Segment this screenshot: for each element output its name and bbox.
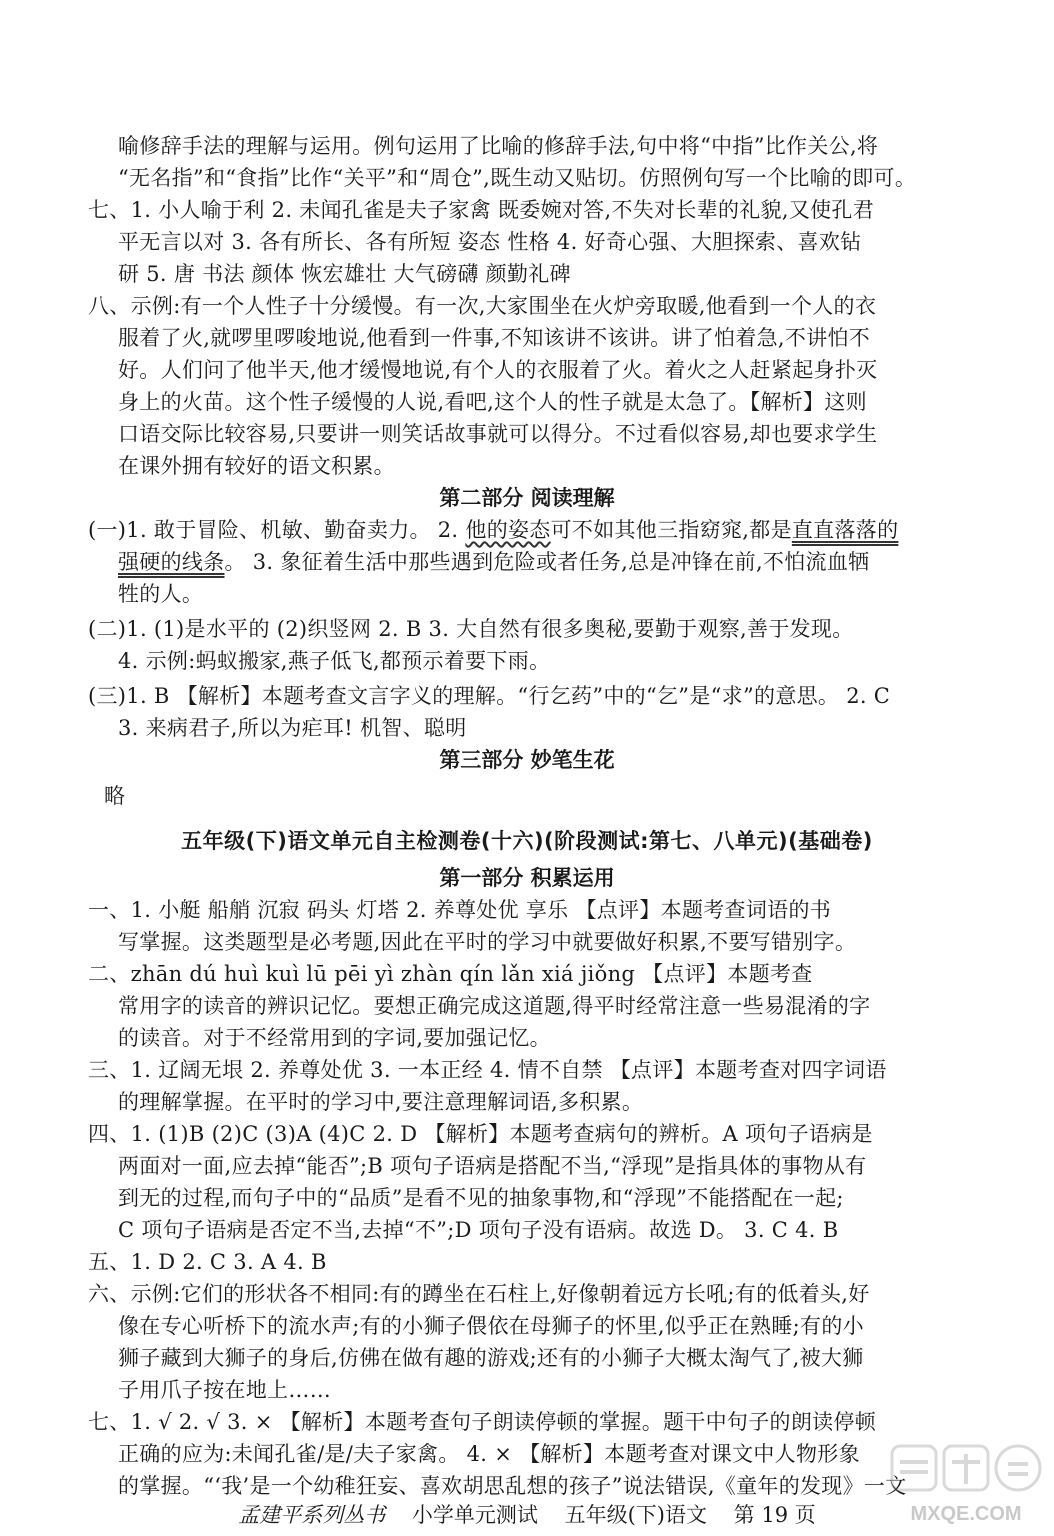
text-line: 3. 来病君子,所以为疟耳! 机智、聪明 xyxy=(118,716,467,740)
text-line: 两面对一面,应去掉“能否”;B 项句子语病是搭配不当,“浮现”是指具体的事物从有 xyxy=(118,1154,867,1178)
page-suffix: 页 xyxy=(788,1503,816,1527)
text-line: 的理解掌握。在平时的学习中,要注意理解词语,多积累。 xyxy=(118,1090,644,1114)
wavy-underlined-text: 他的姿态 xyxy=(465,518,551,542)
text-line: 口语交际比较容易,只要讲一则笑话故事就可以得分。不过看似容易,却也要求学生 xyxy=(118,422,878,446)
text-line: 写掌握。这类题型是必考题,因此在平时的学习中就要做好积累,不要写错别字。 xyxy=(118,930,857,954)
answer-item-7: 七、1. 小人喻于利 2. 未闻孔雀是夫子家禽 既委婉对答,不失对长辈的礼貌,又使孔君 xyxy=(88,198,875,222)
text-line: 服着了火,就啰里啰唆地说,他看到一件事,不知该讲不该讲。讲了怕着急,不讲怕不 xyxy=(118,326,871,350)
text-line: 狮子藏到大狮子的身后,仿佛在做有趣的游戏;还有的小狮子大概太淘气了,被大狮 xyxy=(118,1346,864,1370)
footer-series: 孟建平系列丛书 xyxy=(238,1503,386,1527)
footer-grade: 五年级(下)语文 xyxy=(564,1503,707,1527)
page-number: 19 xyxy=(761,1503,789,1527)
underlined-text: 强硬的线条 xyxy=(118,550,225,574)
watermark-url: MXQE.COM xyxy=(910,1503,1022,1525)
section-heading-writing: 第三部分 妙笔生花 xyxy=(439,748,615,772)
answer-item-4: 四、1. (1)B (2)C (3)A (4)C 2. D 【解析】本题考查病句的辨析。A 项句子语病是 xyxy=(88,1122,873,1146)
text-line: 喻修辞手法的理解与运用。例句运用了比喻的修辞手法,句中将“中指”比作关公,将 xyxy=(118,134,879,158)
footer-page xyxy=(734,1503,816,1527)
text-line: 牲的人。 xyxy=(118,582,204,606)
answer-item-6: 六、示例:它们的形状各不相同:有的蹲坐在石柱上,好像朝着远方长吼;有的低着头,好 xyxy=(88,1282,870,1306)
text-line: 的掌握。“‘我’是一个幼稚狂妄、喜欢胡思乱想的孩子”说法错误,《童年的发现》一文 xyxy=(118,1474,907,1498)
text-line: C 项句子语病是否定不当,去掉“不”;D 项句子没有语病。故选 D。 3. C 4. B xyxy=(118,1218,839,1242)
section-heading-reading: 第二部分 阅读理解 xyxy=(439,486,615,510)
text-line: 像在专心听桥下的流水声;有的小狮子偎依在母狮子的怀里,似乎正在熟睡;有的小 xyxy=(118,1314,864,1338)
answer-item-2: 二、zhān dú huì kuì lū pēi yì zhàn qín lǎn xiá jiǒng 【点评】本题考查 xyxy=(88,962,813,986)
text-span: 可不如其他三指窈窕,都是 xyxy=(550,518,792,542)
reading-answer-2: (二)1. (1)是水平的 (2)织竖网 2. B 3. 大自然有很多奥秘,要勤于观察,善于发现。 xyxy=(88,617,854,641)
answer-item-7b: 七、1. √ 2. √ 3. × 【解析】本题考查句子朗读停顿的掌握。题干中句子的朗读停顿 xyxy=(88,1410,877,1434)
text-line: “无名指”和“食指”比作“关平”和“周仓”,既生动又贴切。仿照例句写一个比喻的即可。 xyxy=(118,166,917,190)
text-line: 子用爪子按在地上…… xyxy=(118,1378,331,1402)
text-line: 好。人们问了他半天,他才缓慢地说,有个人的衣服着了火。着火之人赶紧起身扑灭 xyxy=(118,358,878,382)
text-line: 的读音。对于不经常用到的字词,要加强记忆。 xyxy=(118,1026,551,1050)
underlined-text: 直直落落的 xyxy=(791,518,899,542)
text-span: 。 3. 象征着生活中那些遇到危险或者任务,总是冲锋在前,不怕流血牺 xyxy=(224,550,870,574)
omitted-note: 略 xyxy=(104,784,126,808)
answer-item-3: 三、1. 辽阔无垠 2. 养尊处优 3. 一本正经 4. 情不自禁 【点评】本题考查对四字词语 xyxy=(88,1058,887,1082)
text-span: (一)1. 敢于冒险、机敏、勤奋卖力。 2. xyxy=(88,518,466,542)
text-line: 到无的过程,而句子中的“品质”是看不见的抽象事物,和“浮现”不能搭配在一起; xyxy=(118,1186,844,1210)
answer-item-1: 一、1. 小艇 船艄 沉寂 码头 灯塔 2. 养尊处优 享乐 【点评】本题考查词语的书 xyxy=(88,898,832,922)
text-line xyxy=(118,547,869,577)
reading-answer-1 xyxy=(88,515,898,545)
text-line: 常用字的读音的辨识记忆。要想正确完成这道题,得平时经常注意一些易混淆的字 xyxy=(118,994,871,1018)
text-line: 正确的应为:未闻孔雀/是/夫子家禽。 4. × 【解析】本题考查对课文中人物形象 xyxy=(118,1442,860,1466)
test-title: 五年级(下)语文单元自主检测卷(十六)(阶段测试:第七、八单元)(基础卷) xyxy=(181,829,873,853)
reading-answer-3: (三)1. B 【解析】本题考查文言字义的理解。“行乞药”中的“乞”是“求”的意思。 2. C xyxy=(88,684,891,708)
text-line: 平无言以对 3. 各有所长、各有所短 姿态 性格 4. 好奇心强、大胆探索、喜欢钻 xyxy=(118,230,862,254)
answer-item-8: 八、示例:有一个人性子十分缓慢。有一次,大家围坐在火炉旁取暖,他看到一个人的衣 xyxy=(88,294,877,318)
watermark-logo xyxy=(886,1440,1046,1530)
answer-item-5: 五、1. D 2. C 3. A 4. B xyxy=(88,1250,327,1274)
text-line: 研 5. 唐 书法 颜体 恢宏雄壮 大气磅礴 颜勤礼碑 xyxy=(118,262,571,286)
text-line: 身上的火苗。这个性子缓慢的人说,看吧,这个人的性子就是太急了。【解析】这则 xyxy=(118,390,867,414)
text-line: 4. 示例:蚂蚁搬家,燕子低飞,都预示着要下雨。 xyxy=(118,649,551,673)
section-heading-accumulation: 第一部分 积累运用 xyxy=(439,866,615,890)
page-prefix: 第 xyxy=(733,1503,762,1527)
footer-book: 小学单元测试 xyxy=(411,1503,538,1527)
text-line: 在课外拥有较好的语文积累。 xyxy=(118,454,395,478)
